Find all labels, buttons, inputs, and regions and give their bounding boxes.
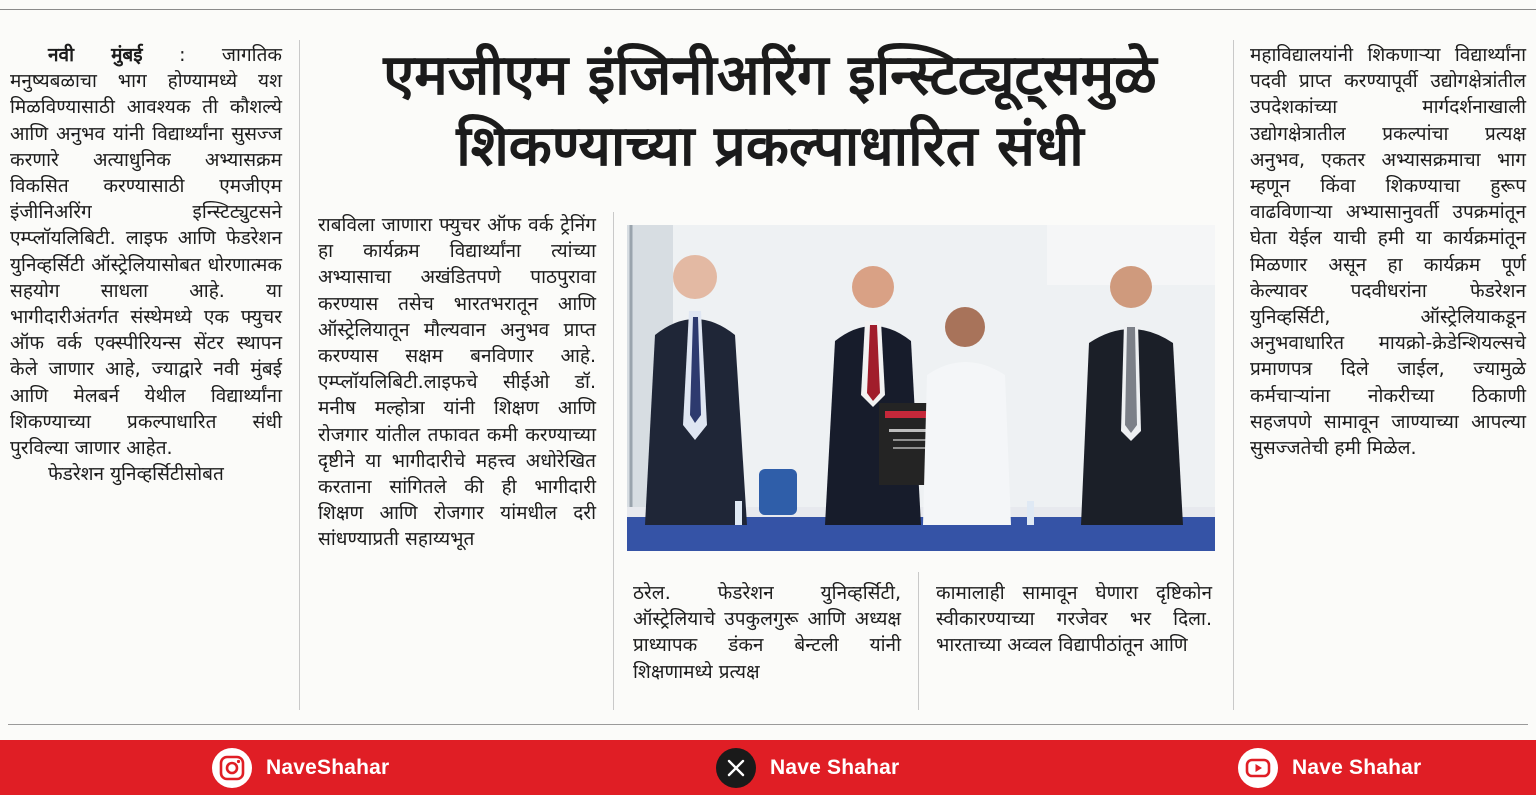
social-link-youtube[interactable] <box>1238 740 1421 795</box>
instagram-icon <box>212 748 252 788</box>
youtube-icon <box>1238 748 1278 788</box>
column-divider <box>613 212 614 710</box>
column-1-paragraph-2: फेडरेशन युनिव्हर्सिटीसोबत <box>48 463 224 486</box>
column-1-paragraph-1 <box>10 42 282 461</box>
top-rule <box>0 9 1536 10</box>
column-2-text: राबविला जाणारा फ्युचर ऑफ वर्क ट्रेनिंग हा कार्यक्रम विद्यार्थ्यांना त्यांच्या अभ्यासाचा अखंडितपणे पाठपुरावा करण्यास तसेच भारतभरातून आणि ऑस्ट्रेलियातून मौल्यवान अनुभव प्राप्त करण्यास सक्षम बनविणार आहे. एम्प्लॉयलिबिटी.लाइफचे सीईओ डॉ. मनीष मल्होत्रा यांनी शिक्षण आणि रोजगार यांतील तफावत कमी करण्याच्या दृष्टीने या भागीदारीचे महत्त्व अधोरेखित करताना सांगितले की ही भागीदारी शिक्षण आणि रोजगार यांमधील दरी सांधण्याप्रती सहाय्यभूत <box>318 214 596 551</box>
article-column-3 <box>633 580 901 685</box>
instagram-handle: NaveShahar <box>266 755 390 779</box>
headline-line-1: एमजीएम इंजिनीअरिंग इन्स्टिट्यूट्समुळे <box>383 43 1157 108</box>
column-5-text: महाविद्यालयांनी शिकणाऱ्या विद्यार्थ्यांना पदवी प्राप्त करण्यापूर्वी उद्योगक्षेत्रांतील उपदेशकांच्या मार्गदर्शनाखाली उद्योगक्षेत्रातील प्रकल्पांचा प्रत्यक्ष अनुभव, एकतर अभ्यासक्रमाचा भाग म्हणून किंवा शिकण्याचा हुरूप वाढविणाऱ्या अभ्यासानुवर्ती उपक्रमांतून घेता येईल याची हमी या कार्यक्रमांतून मिळणार असून हा कार्यक्रम पूर्ण केल्यावर पदवीधरांना फेडरेशन युनिव्हर्सिटी, ऑस्ट्रेलियाकडून अनुभवाधारित मायक्रो-क्रेडेन्शियल्सचे प्रमाणपत्र दिले जाईल, ज्यामुळे कर्मचाऱ्यांना नोकरीच्या ठिकाणी सहजपणे सामावून जाण्याच्या आपल्या सुसज्जतेची हमी मिळेल. <box>1250 44 1526 460</box>
event-photo <box>627 225 1215 551</box>
article-column-5 <box>1250 42 1526 461</box>
column-divider <box>1233 40 1234 710</box>
column-1-text: : जागतिक मनुष्यबळाचा भाग होण्यामध्ये यश मिळविण्यासाठी आवश्यक ती कौशल्ये आणि अनुभव यांनी विद्यार्थ्यांना सुसज्ज करणारे अत्याधुनिक अभ्यासक्रम विकसित करण्यासाठी एमजीएम इंजीनिअरिंग इन्स्टिट्युटसने एम्प्लॉयलिबिटी. लाइफ आणि फेडरेशन युनिव्हर्सिटी ऑस्ट्रेलियासोबत धोरणात्मक सहयोग साधला आहे. या भागीदारीअंतर्गत संस्थेमध्ये एक फ्युचर ऑफ वर्क एक्स्पीरियन्स सेंटर स्थापन केले जाणार आहे, ज्याद्वारे नवी मुंबई आणि मेलबर्न येथील विद्यार्थ्यांना शिकण्याच्या प्रकल्पाधारित संधी पुरविल्या जाणार आहेत. <box>10 44 282 460</box>
column-4-text: कामालाही सामावून घेणारा दृष्टिकोन स्वीकारण्याच्या गरजेवर भर दिला. भारताच्या अव्वल विद्यापीठांतून आणि <box>936 582 1212 657</box>
social-link-instagram[interactable] <box>212 740 389 795</box>
dateline: नवी मुंबई <box>48 44 143 66</box>
column-divider <box>299 40 300 710</box>
social-link-x[interactable] <box>716 740 899 795</box>
bottom-rule <box>8 724 1528 725</box>
social-footer-bar <box>0 740 1536 795</box>
headline-line-2: शिकण्याच्या प्रकल्पाधारित संधी <box>456 114 1084 179</box>
article-column-2 <box>318 212 596 553</box>
column-divider <box>918 572 919 710</box>
x-icon <box>716 748 756 788</box>
photo-illustration <box>627 225 1215 551</box>
article-headline <box>300 40 1240 182</box>
x-handle: Nave Shahar <box>770 755 900 779</box>
youtube-handle: Nave Shahar <box>1292 755 1422 779</box>
column-3-text: ठरेल. फेडरेशन युनिव्हर्सिटी, ऑस्ट्रेलियाचे उपकुलगुरू आणि अध्यक्ष प्राध्यापक डंकन बेन्टली यांनी शिक्षणामध्ये प्रत्यक्ष <box>633 582 901 683</box>
article-column-4 <box>936 580 1212 659</box>
article-column-1 <box>10 42 282 487</box>
